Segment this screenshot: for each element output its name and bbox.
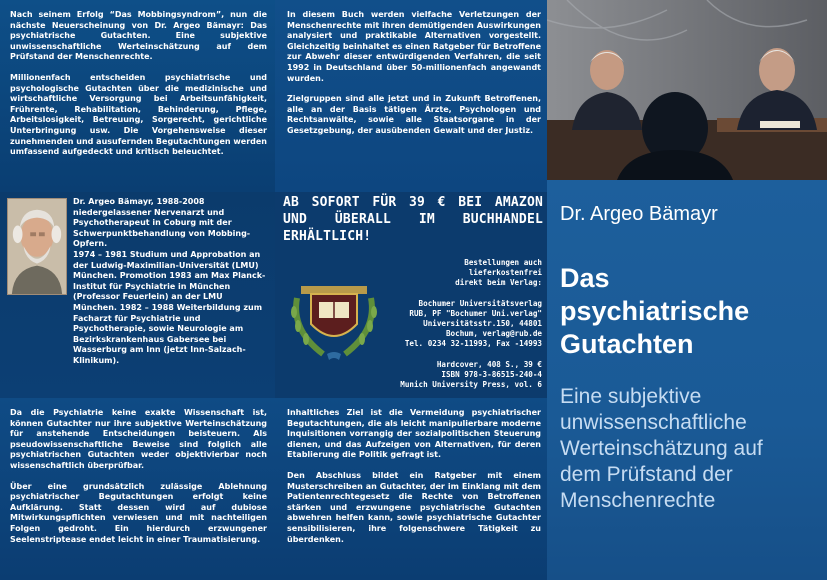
title-line: psychiatrische — [560, 296, 750, 326]
subtitle-line: Menschenrechte — [560, 489, 716, 512]
description-paragraph: In diesem Buch werden vielfache Verletzungen der Menschenrechte mit ihren demütigenden Auswirkungen analysiert und praktikable Alternativen vorgestellt. Gleichzeitig beinhaltet es einen Ratgeber für Betroffene zur Abwehr dieser entwürdigenden Verfahren, die seit 1992 in Deutschland über 50-millionenfach angewandt wurden. — [287, 10, 541, 83]
publisher-address-line: Bochumer Universitätsverlag — [418, 298, 542, 308]
subtitle-line: Eine subjektive — [560, 385, 702, 408]
subtitle-line: dem Prüfstand der — [560, 463, 733, 486]
book-details-line: Hardcover, 408 S., 39 € — [436, 359, 542, 369]
publisher-address-line: RUB, PF "Bochumer Uni.verlag" — [409, 308, 542, 318]
argument-paragraph: Da die Psychiatrie keine exakte Wissenschaft ist, können Gutachter nur ihre subjektive Werteinschätzung für anstehende Entscheidungen beisteuern. Als pseudowissenschaftliche Beweise sind folglich alle psychiatrischen Gutachten weder objektivierbar noch wissenschaftlich überprüfbar. — [10, 408, 267, 470]
order-intro-line: direkt beim Verlag: — [455, 278, 542, 288]
order-intro-line: Bestellungen auch lieferkostenfrei — [464, 258, 542, 278]
subtitle-line: Werteinschätzung auf — [560, 437, 763, 460]
cover-subtitle — [560, 384, 822, 514]
description-text — [287, 10, 541, 137]
cover-panel — [547, 180, 827, 580]
bio-paragraph: Dr. Argeo Bämayr, 1988-2008 niedergelassener Nervenarzt und Psychotherapeut in Coburg mit der Schwerpunktbehandlung von Mobbing-Opfern. — [73, 197, 251, 249]
intro-paragraph: Nach seinem Erfolg “Das Mobbingsyndrom”, nun die nächste Neuerscheinung von Dr. Argeo Bämayr: Das psychiatrische Gutachten. Eine subjektive unwissenschaftliche Werteinschätzung auf dem Prüfstand der Menschenrechte. — [10, 10, 267, 62]
goal-text — [287, 408, 541, 545]
author-bio — [73, 197, 269, 367]
university-crest-logo — [283, 268, 385, 364]
publisher-address-line: Tel. 0234 32-11993, Fax -14993 — [404, 339, 542, 349]
order-information — [390, 258, 542, 390]
goal-paragraph: Inhaltliches Ziel ist die Vermeidung psychiatrischer Begutachtungen, die als leicht manipulierbare moderne Inquisitionen vorrangig der sozialpolitischen Steuerung dienen, und das Aufzeigen von Alternativen, für deren Etablierung die Politik gefragt ist. — [287, 408, 541, 460]
book-details-line: ISBN 978-3-86515-240-4 — [441, 369, 542, 379]
author-portrait — [7, 198, 67, 295]
publisher-address-line: Bochum, verlag@rub.de — [445, 329, 542, 339]
description-paragraph: Zielgruppen sind alle jetzt und in Zukunft Betroffenen, alle an der Basis tätigen Ärzte, Psychologen und Rechtsanwälte, sowie alle Staatsorgane in der Gesetzgebung, der ausübenden Gewalt und der Justiz. — [287, 94, 541, 135]
argument-paragraph: Über eine grundsätzlich zulässige Ablehnung psychiatrischer Begutachtungen erfolgt keine Aufklärung. Statt dessen wird auf dubiose Mitwirkungspflichten verwiesen und mit nachteiligen Folgen gedroht. Ein hierdurch erzwungener Seelenstriptease endet leicht in einer Traumatisierung. — [10, 481, 267, 544]
cover-title — [560, 262, 822, 361]
book-details-line: Munich University Press, vol. 6 — [400, 380, 542, 390]
intro-paragraph: Millionenfach entscheiden psychiatrische und psychologische Gutachten über die medizinische und wirtschaftliche Versorgung bei Arbeitsunfähigkeit, Frührente, Rehabilitation, Behinderung, Pflege, Arbeitslosigkeit, Betreuung, Sorgerecht, gerichtliche Unterbringung usw. Die Vorgehensweise dieser zunehmenden und ausufernden Begutachtungen werden umfassend aufgedeckt und kritisch beleuchtet. — [10, 72, 267, 157]
hearing-photo — [547, 0, 827, 180]
argument-text — [10, 408, 267, 545]
title-line: Gutachten — [560, 329, 694, 359]
goal-paragraph: Den Abschluss bildet ein Ratgeber mit einem Musterschreiben an Gutachter, der im Einklang mit dem Patientenrechtegesetz die Rechte von Betroffenen stärken und erzwungene psychiatrische Gutachten abwehren helfen kann, sowie psychiatrische Gutachter sensibilisieren, ihre folgenschwere Tätigkeit zu überdenken. — [287, 470, 541, 544]
cover-author-name: Dr. Argeo Bämayr — [560, 203, 718, 225]
intro-text — [10, 10, 267, 158]
availability-headline: AB SOFORT FÜR 39 € BEI AMAZON UND ÜBERALL IM BUCHHANDEL ERHÄLTLICH! — [283, 195, 543, 244]
bio-paragraph: 1974 – 1981 Studium und Approbation an der Ludwig-Maximilian-Universität (LMU) München. Promotion 1983 am Max Planck-Institut für Psychiatrie in München (Professor Feuerlein) an der LMU München. 1982 – 1988 Weiterbildung zum Facharzt für Psychiatrie und Psychotherapie, sowie Neurologie am Bezirkskrankenhaus Gabersee bei Wasserburg am Inn (jetzt Inn-Salzach-Klinikum). — [73, 249, 266, 365]
title-line: Das — [560, 263, 610, 293]
publisher-address-line: Universitätsstr.150, 44801 — [423, 319, 542, 329]
subtitle-line: unwissenschaftliche — [560, 411, 747, 434]
